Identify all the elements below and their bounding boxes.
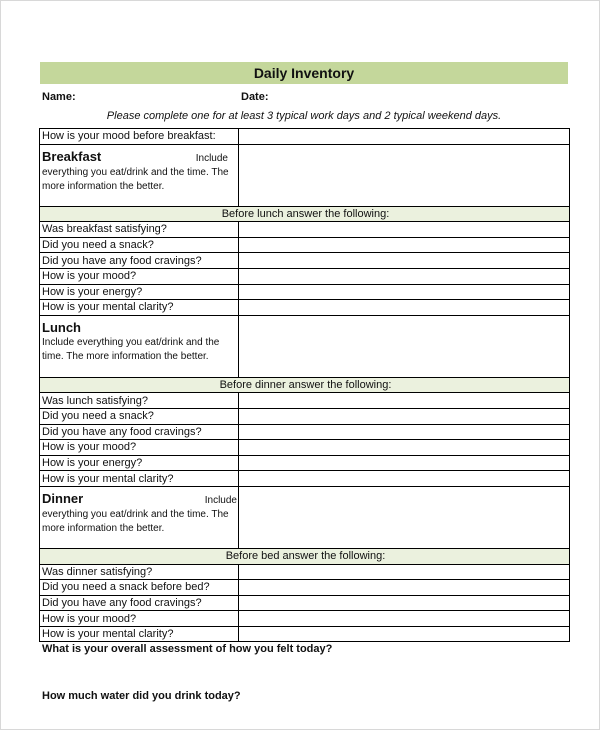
answer-cell[interactable] xyxy=(239,222,570,238)
answer-cell[interactable] xyxy=(239,626,570,642)
table-row xyxy=(40,300,570,316)
table-row xyxy=(40,564,570,580)
dinner-answer[interactable] xyxy=(239,486,570,548)
breakfast-heading: Breakfast xyxy=(42,148,102,164)
answer-cell[interactable] xyxy=(239,424,570,440)
answer-cell[interactable] xyxy=(239,300,570,316)
breakfast-row xyxy=(40,144,570,206)
answer-cell[interactable] xyxy=(239,408,570,424)
section-header-bed: Before bed answer the following: xyxy=(40,548,570,564)
water-question: How much water did you drink today? xyxy=(42,690,241,702)
answer-cell[interactable] xyxy=(239,129,570,145)
lunch-heading: Lunch xyxy=(42,319,81,335)
breakfast-description: everything you eat/drink and the time. The more information the better. xyxy=(42,166,229,192)
answer-cell[interactable] xyxy=(239,284,570,300)
table-row xyxy=(40,424,570,440)
answer-cell[interactable] xyxy=(239,471,570,487)
question: How is your mental clarity? xyxy=(40,300,239,316)
answer-cell[interactable] xyxy=(239,253,570,269)
answer-cell[interactable] xyxy=(239,393,570,409)
answer-cell[interactable] xyxy=(239,455,570,471)
answer-cell[interactable] xyxy=(239,580,570,596)
table-row xyxy=(40,611,570,627)
table-row xyxy=(40,471,570,487)
question: How is your mental clarity? xyxy=(40,471,239,487)
question: How is your mood? xyxy=(40,440,239,456)
table-row xyxy=(40,626,570,642)
table-row xyxy=(40,393,570,409)
breakfast-include: Include xyxy=(195,152,228,164)
date-label: Date: xyxy=(241,91,269,103)
section-header-lunch: Before lunch answer the following: xyxy=(40,206,570,222)
answer-cell[interactable] xyxy=(239,440,570,456)
question-mood-before-breakfast: How is your mood before breakfast: xyxy=(40,129,239,145)
question: Was breakfast satisfying? xyxy=(40,222,239,238)
table-row xyxy=(40,455,570,471)
question: Did you need a snack before bed? xyxy=(40,580,239,596)
question: Did you have any food cravings? xyxy=(40,424,239,440)
table-row xyxy=(40,237,570,253)
table-row xyxy=(40,284,570,300)
table-row xyxy=(40,253,570,269)
question: Did you need a snack? xyxy=(40,408,239,424)
breakfast-answer[interactable] xyxy=(239,144,570,206)
name-label: Name: xyxy=(42,91,76,103)
answer-cell[interactable] xyxy=(239,564,570,580)
answer-cell[interactable] xyxy=(239,595,570,611)
table-row xyxy=(40,222,570,238)
page-title: Daily Inventory xyxy=(40,62,568,84)
section-header-dinner: Before dinner answer the following: xyxy=(40,377,570,393)
table-row xyxy=(40,580,570,596)
table-row xyxy=(40,268,570,284)
table-row xyxy=(40,408,570,424)
question: How is your mental clarity? xyxy=(40,626,239,642)
inventory-table xyxy=(39,128,570,642)
question: Did you need a snack? xyxy=(40,237,239,253)
table-row xyxy=(40,440,570,456)
breakfast-cell xyxy=(40,144,239,206)
table-row xyxy=(40,595,570,611)
question: How is your mood? xyxy=(40,611,239,627)
question: How is your energy? xyxy=(40,284,239,300)
dinner-row xyxy=(40,486,570,548)
dinner-heading: Dinner xyxy=(42,490,84,506)
lunch-description: Include everything you eat/drink and the time. The more information the better. xyxy=(42,336,220,362)
question: Was dinner satisfying? xyxy=(40,564,239,580)
answer-cell[interactable] xyxy=(239,611,570,627)
dinner-cell xyxy=(40,486,239,548)
question: How is your mood? xyxy=(40,268,239,284)
lunch-cell xyxy=(40,315,239,377)
question: Did you have any food cravings? xyxy=(40,253,239,269)
question: How is your energy? xyxy=(40,455,239,471)
dinner-description: everything you eat/drink and the time. The more information the better. xyxy=(42,508,229,534)
dinner-include: Include xyxy=(204,494,237,506)
lunch-row xyxy=(40,315,570,377)
answer-cell[interactable] xyxy=(239,268,570,284)
lunch-answer[interactable] xyxy=(239,315,570,377)
answer-cell[interactable] xyxy=(239,237,570,253)
question: Was lunch satisfying? xyxy=(40,393,239,409)
question: Did you have any food cravings? xyxy=(40,595,239,611)
table-row xyxy=(40,129,570,145)
instructions: Please complete one for at least 3 typical work days and 2 typical weekend days. xyxy=(106,110,502,122)
overall-assessment-question: What is your overall assessment of how you felt today? xyxy=(42,643,333,655)
